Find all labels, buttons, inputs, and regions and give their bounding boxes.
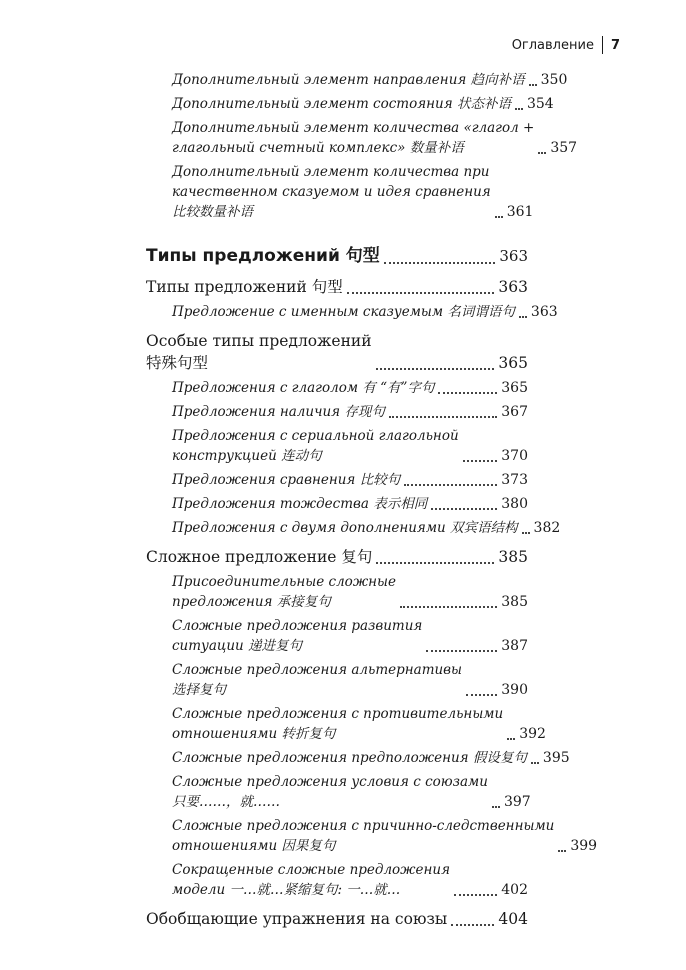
- toc-entry[interactable]: [146, 162, 534, 222]
- toc-entry[interactable]: [146, 276, 528, 298]
- toc-entry[interactable]: [146, 426, 528, 466]
- toc-page-number: 382: [533, 520, 561, 536]
- toc-entry-title: [172, 378, 434, 398]
- toc-entry-title: [172, 494, 427, 514]
- toc-entry-title-line: Сложные предложения с причинно-следственными: [172, 818, 555, 834]
- toc-entry[interactable]: [146, 546, 528, 568]
- toc-page-number: 395: [542, 750, 570, 766]
- toc-entry-title-line: качественном сказуемом и идея сравнения: [172, 184, 491, 200]
- toc-entry-title: [146, 276, 343, 298]
- dot-leader: [454, 893, 497, 896]
- toc-entry-title-line: Дополнительный элемент количества «глагол +: [172, 120, 535, 136]
- dot-leader: [376, 367, 495, 370]
- dot-leader: [426, 649, 497, 652]
- toc-entry-title: [172, 816, 554, 856]
- toc-page-number: 357: [550, 140, 578, 156]
- toc-entry[interactable]: [146, 70, 568, 90]
- toc-page-number: 365: [498, 354, 528, 372]
- toc-entry-title: [172, 860, 450, 900]
- dot-leader: [558, 849, 566, 852]
- toc-page-number: 354: [526, 96, 554, 112]
- toc-entry-title: [146, 330, 372, 374]
- toc-entry[interactable]: [146, 660, 528, 700]
- toc-entry-title-line: Присоединительные сложные: [172, 574, 397, 590]
- toc-page-number: 373: [501, 472, 528, 488]
- toc-entry-title-line: глагольный счетный комплекс» 数量补语: [172, 140, 464, 156]
- toc-entry-title-line: конструкцией 连动句: [172, 448, 322, 464]
- toc-page-number: 367: [501, 404, 528, 420]
- dot-leader: [529, 83, 537, 86]
- toc-entry[interactable]: [146, 748, 570, 768]
- toc-page-number: 361: [506, 204, 534, 220]
- toc-entry-title-line: Дополнительный элемент состояния 状态补语: [172, 96, 511, 112]
- toc-page-number: 402: [501, 882, 528, 898]
- toc-entry-title: [146, 908, 447, 930]
- toc-page-number: 350: [540, 72, 568, 88]
- toc-entry-title-line: Сложные предложения развития: [172, 618, 423, 634]
- dot-leader: [400, 605, 497, 608]
- dot-leader: [376, 561, 494, 564]
- toc-entry-title: [172, 426, 459, 466]
- toc-entry[interactable]: [146, 494, 528, 514]
- dot-leader: [347, 291, 495, 294]
- dot-leader: [507, 737, 515, 740]
- dot-leader: [404, 483, 497, 486]
- toc-entry[interactable]: [146, 772, 531, 812]
- dot-leader: [451, 923, 494, 926]
- toc-entry-title-line: Обобщающие упражнения на союзы: [146, 910, 448, 928]
- toc-entry-title-line: Предложения тождества 表示相同: [172, 496, 428, 512]
- toc-entry[interactable]: [146, 616, 528, 656]
- toc-entry-title: [172, 772, 488, 812]
- toc-entry[interactable]: [146, 518, 561, 538]
- toc-entry[interactable]: [146, 860, 528, 900]
- toc-page-number: 385: [501, 594, 528, 610]
- toc-entry[interactable]: [146, 402, 528, 422]
- toc-entry-title-line: 比较数量补语: [172, 204, 253, 220]
- toc-page-number: 363: [499, 247, 528, 265]
- dot-leader: [438, 391, 497, 394]
- toc-entry-title-line: Типы предложений 句型: [146, 246, 380, 266]
- toc-entry-title-line: отношениями 因果复句: [172, 838, 336, 854]
- toc-page-number: 365: [501, 380, 528, 396]
- toc-page-number: 363: [498, 278, 528, 296]
- toc-page-number: 390: [501, 682, 528, 698]
- toc-entry-title: [146, 244, 380, 268]
- dot-leader: [466, 693, 497, 696]
- toc-entry-title-line: модели 一…就…紧缩复句: 一…就…: [172, 882, 401, 898]
- toc-entry-title: [172, 94, 511, 114]
- toc-entry-title-line: Сложное предложение 复句: [146, 548, 373, 566]
- toc-entry-title: [172, 70, 525, 90]
- toc-page-number: 387: [501, 638, 528, 654]
- dot-leader: [463, 459, 498, 462]
- toc-entry-title: [172, 748, 527, 768]
- toc-page-number: 380: [501, 496, 528, 512]
- toc-entry-title-line: Предложения с сериальной глагольной: [172, 428, 459, 444]
- toc-entry-title: [172, 162, 491, 222]
- page-number: 7: [610, 37, 620, 53]
- toc-entry-title-line: Особые типы предложений: [146, 332, 372, 350]
- toc-entry-title-line: Сложные предложения предположения 假设复句: [172, 750, 527, 766]
- running-header: [512, 36, 620, 54]
- toc-entry[interactable]: [146, 244, 528, 268]
- dot-leader: [538, 151, 546, 154]
- dot-leader: [495, 215, 503, 218]
- dot-leader: [431, 507, 497, 510]
- toc-entry[interactable]: [146, 118, 578, 158]
- toc-entry[interactable]: [146, 704, 546, 744]
- toc-entry-title-line: Предложение с именным сказуемым 名词谓语句: [172, 304, 515, 320]
- toc-page-number: 404: [498, 910, 528, 928]
- toc-entry-title-line: Сложные предложения альтернативы: [172, 662, 463, 678]
- toc-entry[interactable]: [146, 816, 598, 856]
- toc-entry-title-line: Типы предложений 句型: [146, 278, 343, 296]
- toc-entry-title: [172, 302, 515, 322]
- toc-entry-title-line: 只要……，就……: [172, 794, 280, 810]
- toc-entry-title-line: Предложения с глаголом 有 “有”字句: [172, 380, 435, 396]
- dot-leader: [522, 531, 530, 534]
- dot-leader: [519, 315, 527, 318]
- dot-leader: [531, 761, 539, 764]
- toc-entry-title-line: ситуации 递进复句: [172, 638, 303, 654]
- toc-page-number: 370: [501, 448, 528, 464]
- toc-entry-title-line: Предложения наличия 存现句: [172, 404, 385, 420]
- dot-leader: [389, 415, 497, 418]
- toc-entry-title: [172, 518, 518, 538]
- toc-entry-title: [172, 470, 400, 490]
- toc-entry-title-line: Сложные предложения условия с союзами: [172, 774, 488, 790]
- toc-entry-title: [172, 402, 385, 422]
- toc-entry[interactable]: [146, 908, 528, 930]
- toc-entry-title-line: Дополнительный элемент количества при: [172, 164, 490, 180]
- header-divider: [602, 36, 603, 54]
- toc-entry-title: [172, 118, 534, 158]
- toc-entry[interactable]: [146, 94, 554, 114]
- dot-leader: [384, 261, 496, 264]
- toc-entry[interactable]: [146, 572, 528, 612]
- toc-entry-title-line: 选择复句: [172, 682, 226, 698]
- toc-page-number: 363: [530, 304, 558, 320]
- toc-entry[interactable]: [146, 378, 528, 398]
- toc-page-number: 397: [503, 794, 531, 810]
- header-title: Оглавление: [511, 37, 594, 53]
- toc-entry-title-line: Сложные предложения с противительными: [172, 706, 504, 722]
- toc-entry-title: [146, 546, 372, 568]
- toc-entry[interactable]: [146, 302, 558, 322]
- toc-entry-title-line: 特殊句型: [146, 354, 209, 372]
- toc-page-number: 392: [519, 726, 546, 742]
- toc-page-number: 399: [570, 838, 598, 854]
- toc-entry-title: [172, 572, 396, 612]
- toc-entry-title-line: отношениями 转折复句: [172, 726, 336, 742]
- toc-entry-title-line: Предложения сравнения 比较句: [172, 472, 401, 488]
- toc-entry-title: [172, 660, 462, 700]
- toc-entry-title-line: предложения 承接复句: [172, 594, 331, 610]
- dot-leader: [515, 107, 523, 110]
- toc-entry-title-line: Предложения с двумя дополнениями 双宾语结构: [172, 520, 518, 536]
- toc-page-number: 385: [498, 548, 528, 566]
- toc-entry[interactable]: [146, 330, 528, 374]
- table-of-contents: [146, 70, 598, 934]
- toc-entry[interactable]: [146, 470, 528, 490]
- toc-entry-title: [172, 704, 503, 744]
- toc-entry-title: [172, 616, 422, 656]
- toc-entry-title-line: Дополнительный элемент направления 趋向补语: [172, 72, 525, 88]
- toc-entry-title-line: Сокращенные сложные предложения: [172, 862, 451, 878]
- dot-leader: [492, 805, 500, 808]
